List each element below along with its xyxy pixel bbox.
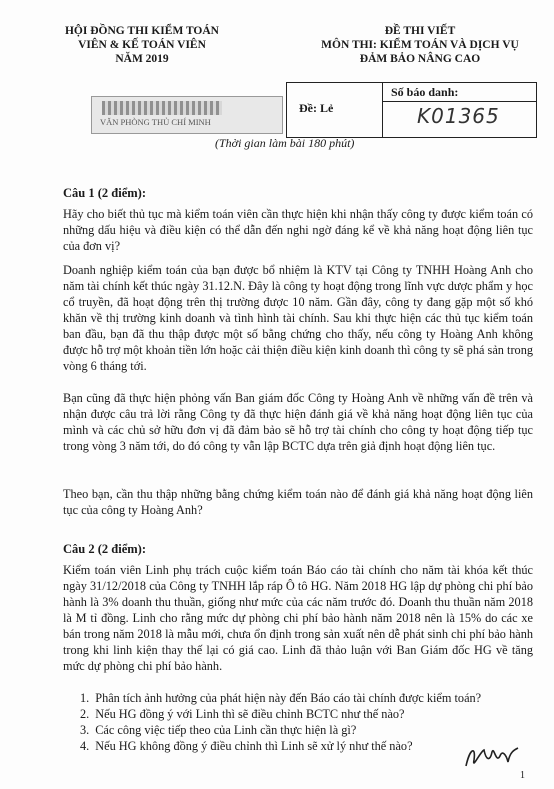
stamp-text: VĂN PHÒNG THỦ CHÍ MINH [100, 117, 211, 127]
handwritten-signature [462, 742, 522, 772]
exam-variant-label: Đề: Lẻ [299, 101, 334, 115]
box-inner-line [383, 101, 536, 102]
question2-title: Câu 2 (2 điểm): [63, 542, 146, 556]
list-item [80, 690, 520, 706]
question1-title: Câu 1 (2 điểm): [63, 186, 146, 200]
time-limit-note: (Thời gian làm bài 180 phút) [215, 136, 355, 150]
item-text: Nếu HG đồng ý với Linh thì sẽ điều chỉnh BCTC như thế nào? [95, 707, 405, 721]
council-name-line1: HỘI ĐỒNG THI KIỂM TOÁN [64, 25, 219, 37]
item-number: 4. [80, 739, 90, 753]
exam-id-box [286, 82, 537, 138]
list-item [80, 706, 520, 722]
subject-line2: ĐẢM BẢO NÂNG CAO [359, 53, 481, 65]
item-text: Phân tích ảnh hưởng của phát hiện này đến Báo cáo tài chính được kiểm toán? [95, 691, 482, 705]
candidate-number-value: K01365 [417, 104, 500, 128]
exam-subject-header [300, 24, 540, 66]
question1-paragraph2: Doanh nghiệp kiểm toán của bạn được bổ nhiệm là KTV tại Công ty TNHH Hoàng Anh cho năm tài chính kết thúc ngày 31.12.N. Đây là công ty hoạt động trong lĩnh vực dược phẩm y học cổ truyền, đã hoạt động trên thị trường được 10 năm. Gần đây, công ty đang gặp một số khó khăn về thị trường kinh doanh và tình hình tài chính. Sau khi thực hiện các thủ tục kiểm toán ban đầu, bạn đã thu thập được một số bằng chứng cho thấy, nếu công ty Hoàng Anh không được hỗ trợ một khoản tiền lớn hoặc cải thiện điều kiện kinh doanh thì công ty sẽ phá sản trong vòng 6 tháng tới. [63, 263, 533, 373]
item-number: 3. [80, 723, 90, 737]
candidate-number-label: Số báo danh: [391, 85, 459, 99]
subject-line1: MÔN THI: KIỂM TOÁN VÀ DỊCH VỤ [321, 39, 519, 51]
list-item [80, 738, 520, 754]
item-text: Các công việc tiếp theo của Linh cần thực hiện là gì? [95, 723, 357, 737]
official-stamp [91, 96, 283, 134]
question1-paragraph4: Theo bạn, cần thu thập những bằng chứng kiểm toán nào để đánh giá khả năng hoạt động liên tục của công ty Hoàng Anh? [63, 487, 533, 517]
box-divider [382, 83, 383, 137]
exam-council-header [62, 24, 222, 66]
stamp-seal-graphic [102, 101, 222, 115]
page-number: 1 [520, 770, 525, 781]
item-number: 1. [80, 691, 90, 705]
item-number: 2. [80, 707, 90, 721]
question1-paragraph3: Bạn cũng đã thực hiện phỏng vấn Ban giám đốc Công ty Hoàng Anh về những vấn đề trên và nhận được câu trả lời rằng Công ty đã thực hiện đánh giá về khả năng hoạt động liên tục của mình và các chủ sở hữu đơn vị đã đảm bảo sẽ hỗ trợ tài chính cho công ty hoạt động tiếp tục trong vòng 3 năm tới, do đó công ty vẫn lập BCTC dựa trên giả định hoạt động liên tục. [63, 391, 533, 453]
exam-title: ĐỀ THI VIẾT [384, 25, 456, 37]
question2-subquestions [80, 690, 520, 754]
question2-paragraph1: Kiểm toán viên Linh phụ trách cuộc kiểm toán Báo cáo tài chính cho năm tài khóa kết thúc ngày 31/12/2018 của Công ty TNHH lắp ráp Ô tô HG. Năm 2018 HG lập dự phòng chi phí bảo hành là 3% doanh thu thuần, giống như mức của các năm trước đó. Doanh thu thuần năm 2018 là M tỉ đồng. Linh cho rằng mức dự phòng chi phí bảo hành năm 2018 nên là 15% do các xe bán trong năm 2018 là mẫu mới, chưa ổn định trong sản xuất nên dễ phát sinh chi phí bảo hành trong khi linh kiện thay thế lại có giá cao. Linh đã thảo luận với Ban Giám đốc HG về tăng mức dự phòng chi phí bảo hành. [63, 563, 533, 673]
item-text: Nếu HG không đồng ý điều chỉnh thì Linh sẽ xử lý như thế nào? [95, 739, 413, 753]
council-year: NĂM 2019 [115, 53, 169, 65]
list-item [80, 722, 520, 738]
council-name-line2: VIÊN & KẾ TOÁN VIÊN [78, 39, 206, 51]
question1-paragraph1: Hãy cho biết thủ tục mà kiểm toán viên cần thực hiện khi nhận thấy công ty được kiểm toán có những dấu hiệu và điều kiện có thể dẫn đến nghi ngờ đáng kể về khả năng hoạt động liên tục của đơn vị? [63, 207, 533, 253]
